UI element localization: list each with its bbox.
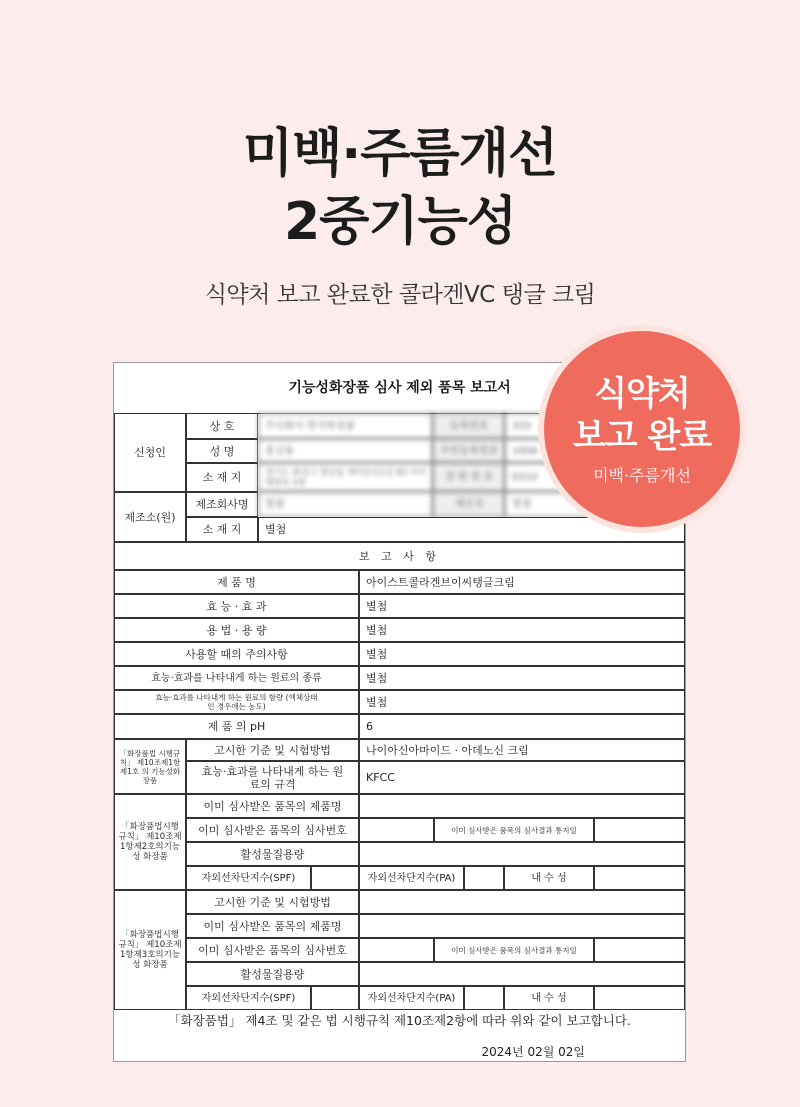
report-complete-badge — [538, 325, 746, 533]
section3-notice-date-value — [594, 938, 685, 962]
document-footer-note: 「화장품법」 제4조 및 같은 법 시행규칙 제10조제2항에 따라 위와 같이 보고합니다. — [168, 1013, 631, 1028]
manufacturer-name-label: 제조회사명 — [186, 492, 258, 517]
section1-label: 「화장품법 시행규칙」 제10조제1항제1호 의 기능성화장품 — [114, 739, 186, 794]
document-title: 기능성화장품 심사 제외 품목 보고서 — [114, 363, 685, 414]
applicant-person-value: 홍길동 — [258, 439, 433, 463]
section3-active-dose-value — [359, 962, 685, 986]
document-date: 2024년 02월 02일 — [481, 1045, 585, 1059]
report-row-label: 효능·효과를 나타내게 하는 원료의 함량 (액체상태인 경우에는 농도) — [114, 690, 359, 714]
report-row-value: 아이스트콜라겐브이씨탱글크림 — [359, 570, 685, 594]
manufacturer-address-value: 별첨 — [258, 517, 685, 542]
section2-active-dose-label: 활성물질용량 — [186, 842, 359, 866]
report-row-label: 효 능 · 효 과 — [114, 594, 359, 618]
applicant-person-label: 성 명 — [186, 439, 258, 463]
hero-subtitle: 식약처 보고 완료한 콜라겐VC 탱글 크림 — [204, 282, 596, 308]
section1-standard-label: 고시한 기준 및 시험방법 — [186, 739, 359, 761]
badge-line1: 식약처 — [594, 373, 690, 414]
applicant-phone-label: 전 화 번 호 — [433, 463, 505, 492]
section2-pa-label: 자외선차단지수(PA) — [359, 866, 464, 890]
hero-title-line2: 2중기능성 — [283, 192, 517, 252]
section3-water-label: 내 수 성 — [504, 986, 594, 1010]
section3-pa-label: 자외선차단지수(PA) — [359, 986, 464, 1010]
section3-product-name-label: 이미 심사받은 품목의 제품명 — [186, 914, 359, 938]
report-section-header: 보 고 사 항 — [114, 542, 685, 570]
section1-spec-label: 효능·효과를 나타내게 하는 원료의 규격 — [186, 761, 359, 794]
report-row-value: 별첨 — [359, 594, 685, 618]
report-row-value: 별첨 — [359, 618, 685, 642]
section3-standard-label: 고시한 기준 및 시험방법 — [186, 890, 359, 914]
section2-spf-value — [311, 866, 359, 890]
applicant-name-label: 상 호 — [186, 413, 258, 439]
manufacturer-group-label: 제조소(원) — [114, 492, 186, 542]
report-row-value: 별첨 — [359, 642, 685, 666]
section3-water-value — [594, 986, 685, 1010]
section2-review-number-value — [359, 818, 434, 842]
section3-pa-value — [464, 986, 504, 1010]
manufacturer-address-label: 소 재 지 — [186, 517, 258, 542]
report-row-label: 사용할 때의 주의사항 — [114, 642, 359, 666]
hero-title-line1: 미백·주름개선 — [242, 124, 558, 184]
manufacturer-country-value: 별첨 — [505, 492, 685, 517]
applicant-reg-value: 333 — [505, 413, 685, 439]
report-row-value: 별첨 — [359, 690, 685, 714]
manufacturer-country-label: 제조국 — [433, 492, 505, 517]
report-row-value: 별첨 — [359, 666, 685, 690]
manufacturer-name-value: 별첨 — [258, 492, 433, 517]
section3-product-name-value — [359, 914, 685, 938]
applicant-group-label: 신청인 — [114, 413, 186, 492]
section2-product-name-value — [359, 794, 685, 818]
section3-standard-value — [359, 890, 685, 914]
section2-water-value — [594, 866, 685, 890]
section2-label: 「화장품법시행규칙」 제10조제1항제2호의기능성 화장품 — [114, 794, 186, 890]
section3-spf-label: 자외선차단지수(SPF) — [186, 986, 311, 1010]
applicant-id-label: 주민등록번호 — [433, 439, 505, 463]
report-row-label: 제 품 명 — [114, 570, 359, 594]
badge-line2: 보고 완료 — [572, 415, 712, 456]
section2-notice-date-label: 이미 심사받은 품목의 심사결과 통지일 — [434, 818, 594, 842]
hero-title — [0, 120, 800, 256]
report-row-value: 6 — [359, 714, 685, 739]
report-row-label: 제 품 의 pH — [114, 714, 359, 739]
section1-spec-value: KFCC — [359, 761, 685, 794]
applicant-phone-value: 0310 — [505, 463, 685, 492]
applicant-id-value: 1956 — [505, 439, 685, 463]
section3-review-number-label: 이미 심사받은 품목의 심사번호 — [186, 938, 359, 962]
badge-line3: 미백·주름개선 — [593, 465, 691, 485]
applicant-name-value: 주식회사 한국화장품 — [258, 413, 433, 439]
applicant-reg-label: 등록번호 — [433, 413, 505, 439]
report-row-label: 용 법 · 용 량 — [114, 618, 359, 642]
section3-label: 「화장품법시행규칙」 제10조제1항제3호의기능성 화장품 — [114, 890, 186, 1010]
section3-notice-date-label: 이미 심사받은 품목의 심사결과 통지일 — [434, 938, 594, 962]
section3-review-number-value — [359, 938, 434, 962]
section3-spf-value — [311, 986, 359, 1010]
applicant-address-label: 소 재 지 — [186, 463, 258, 492]
section2-active-dose-value — [359, 842, 685, 866]
section2-spf-label: 자외선차단지수(SPF) — [186, 866, 311, 890]
section2-product-name-label: 이미 심사받은 품목의 제품명 — [186, 794, 359, 818]
section2-review-number-label: 이미 심사받은 품목의 심사번호 — [186, 818, 359, 842]
section2-water-label: 내 수 성 — [504, 866, 594, 890]
section1-standard-value: 나이아신아마이드 · 아데노신 크림 — [359, 739, 685, 761]
applicant-address-value: 경기도 화성시 향남읍 제약공단1길 83 아이엠빌딩 2층 — [258, 463, 433, 492]
section2-pa-value — [464, 866, 504, 890]
report-row-label: 효능·효과를 나타내게 하는 원료의 종류 — [114, 666, 359, 690]
section3-active-dose-label: 활성물질용량 — [186, 962, 359, 986]
section2-notice-date-value — [594, 818, 685, 842]
